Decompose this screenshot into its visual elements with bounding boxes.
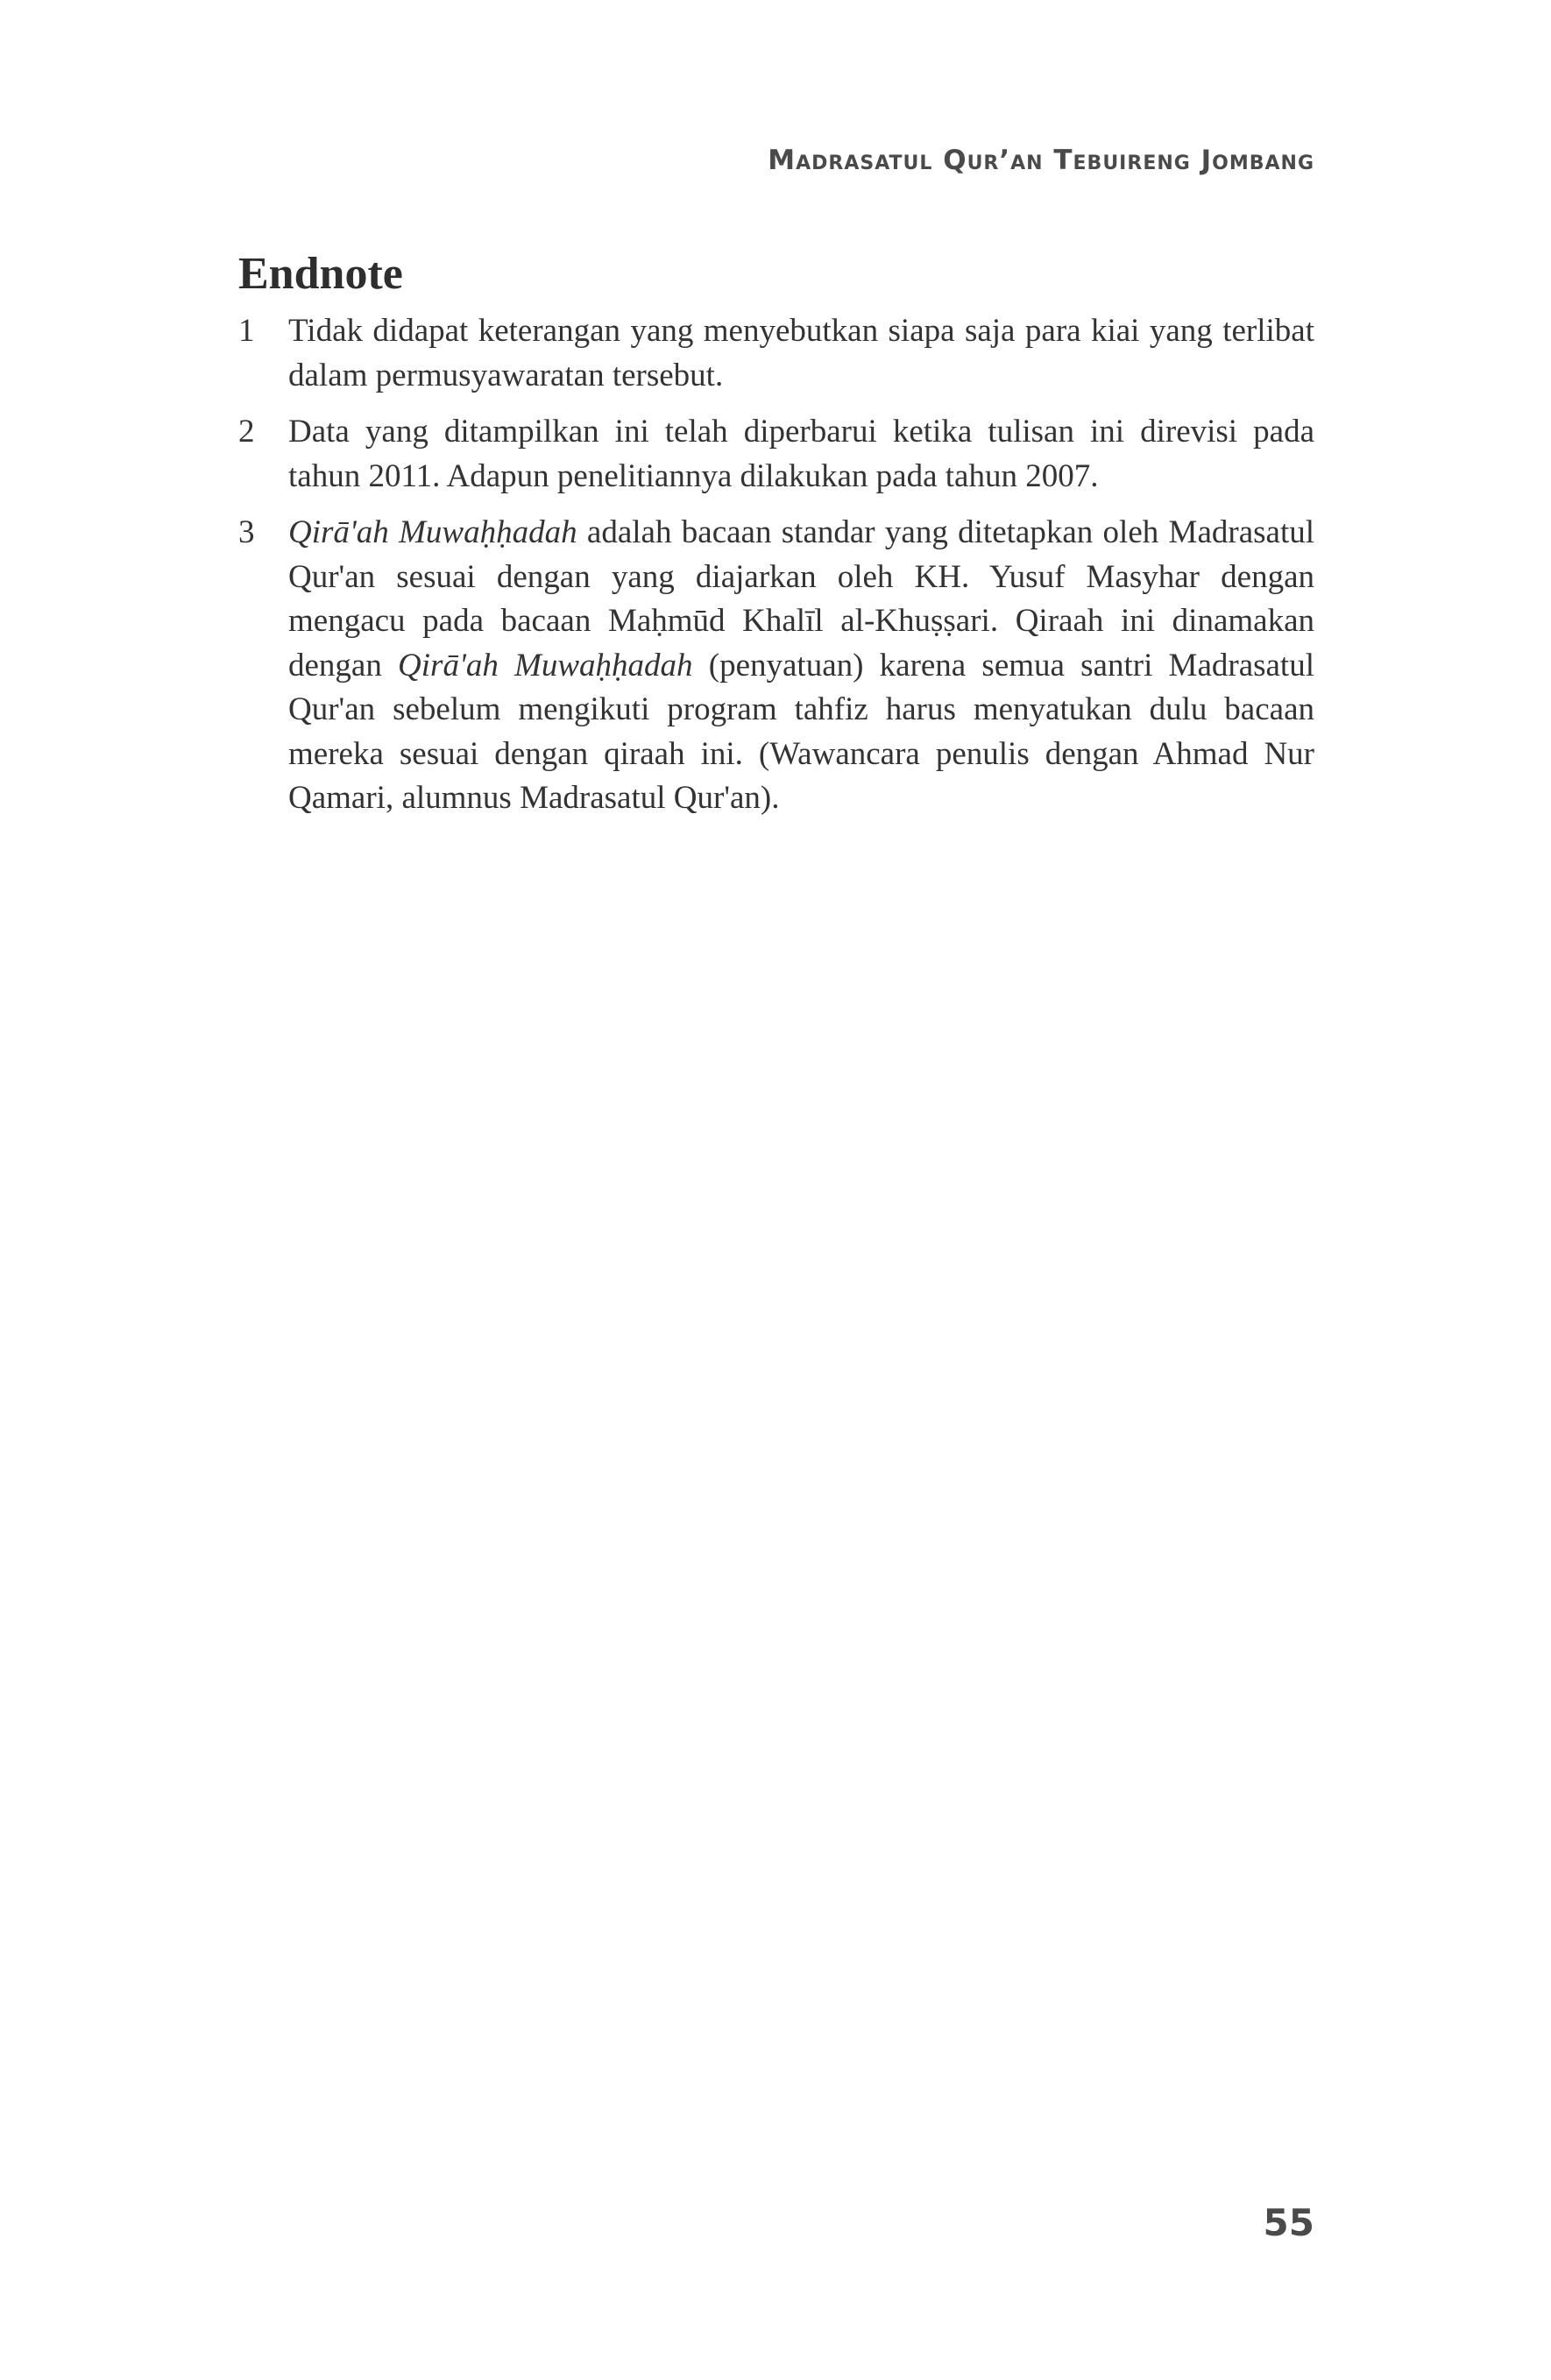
endnote-text: Data yang ditampilkan ini telah diperbarui ketika tulisan ini direvisi pada tahun 2011. Adapun penelitiannya dilakukan pada tahun 2007. [288,414,1314,494]
italic-term: Qirā'ah Muwaḥḥadah [288,514,577,550]
endnote-item [238,511,1314,821]
endnote-number: 3 [238,514,255,550]
endnote-text: Tidak didapat keterangan yang menyebutkan siapa saja para kiai yang terlibat dalam permusyawaratan tersebut. [288,313,1314,393]
running-header: Madrasatul Qur’an Tebuireng Jombang [768,145,1314,176]
endnote-item [238,309,1314,398]
endnote-item [238,410,1314,499]
endnote-text-segment: adalah bacaan standar yang ditetapkan oleh Madrasatul Qur'an sesuai dengan yang diajarkan oleh KH. Yusuf Masyhar dengan mengacu pada bacaan Maḥmūd Khalīl al-Khuṣṣari. Qiraah ini dinamakan dengan [288,514,1315,684]
italic-term: Qirā'ah Muwaḥḥadah [398,647,693,684]
endnote-section [238,245,1314,833]
section-heading: Endnote [238,249,403,299]
endnote-number: 1 [238,313,255,349]
endnote-text-segment: (penyatuan) karena semua santri Madrasatul Qur'an sebelum mengikuti program tahfiz harus menyatukan dulu bacaan mereka sesuai dengan qiraah ini. (Wawancara penulis dengan Ahmad Nur Qamari, alumnus Madrasatul Qur'an). [288,647,1314,816]
endnote-text [288,511,1314,821]
endnote-number: 2 [238,414,255,450]
page-number: 55 [1263,2201,1314,2244]
